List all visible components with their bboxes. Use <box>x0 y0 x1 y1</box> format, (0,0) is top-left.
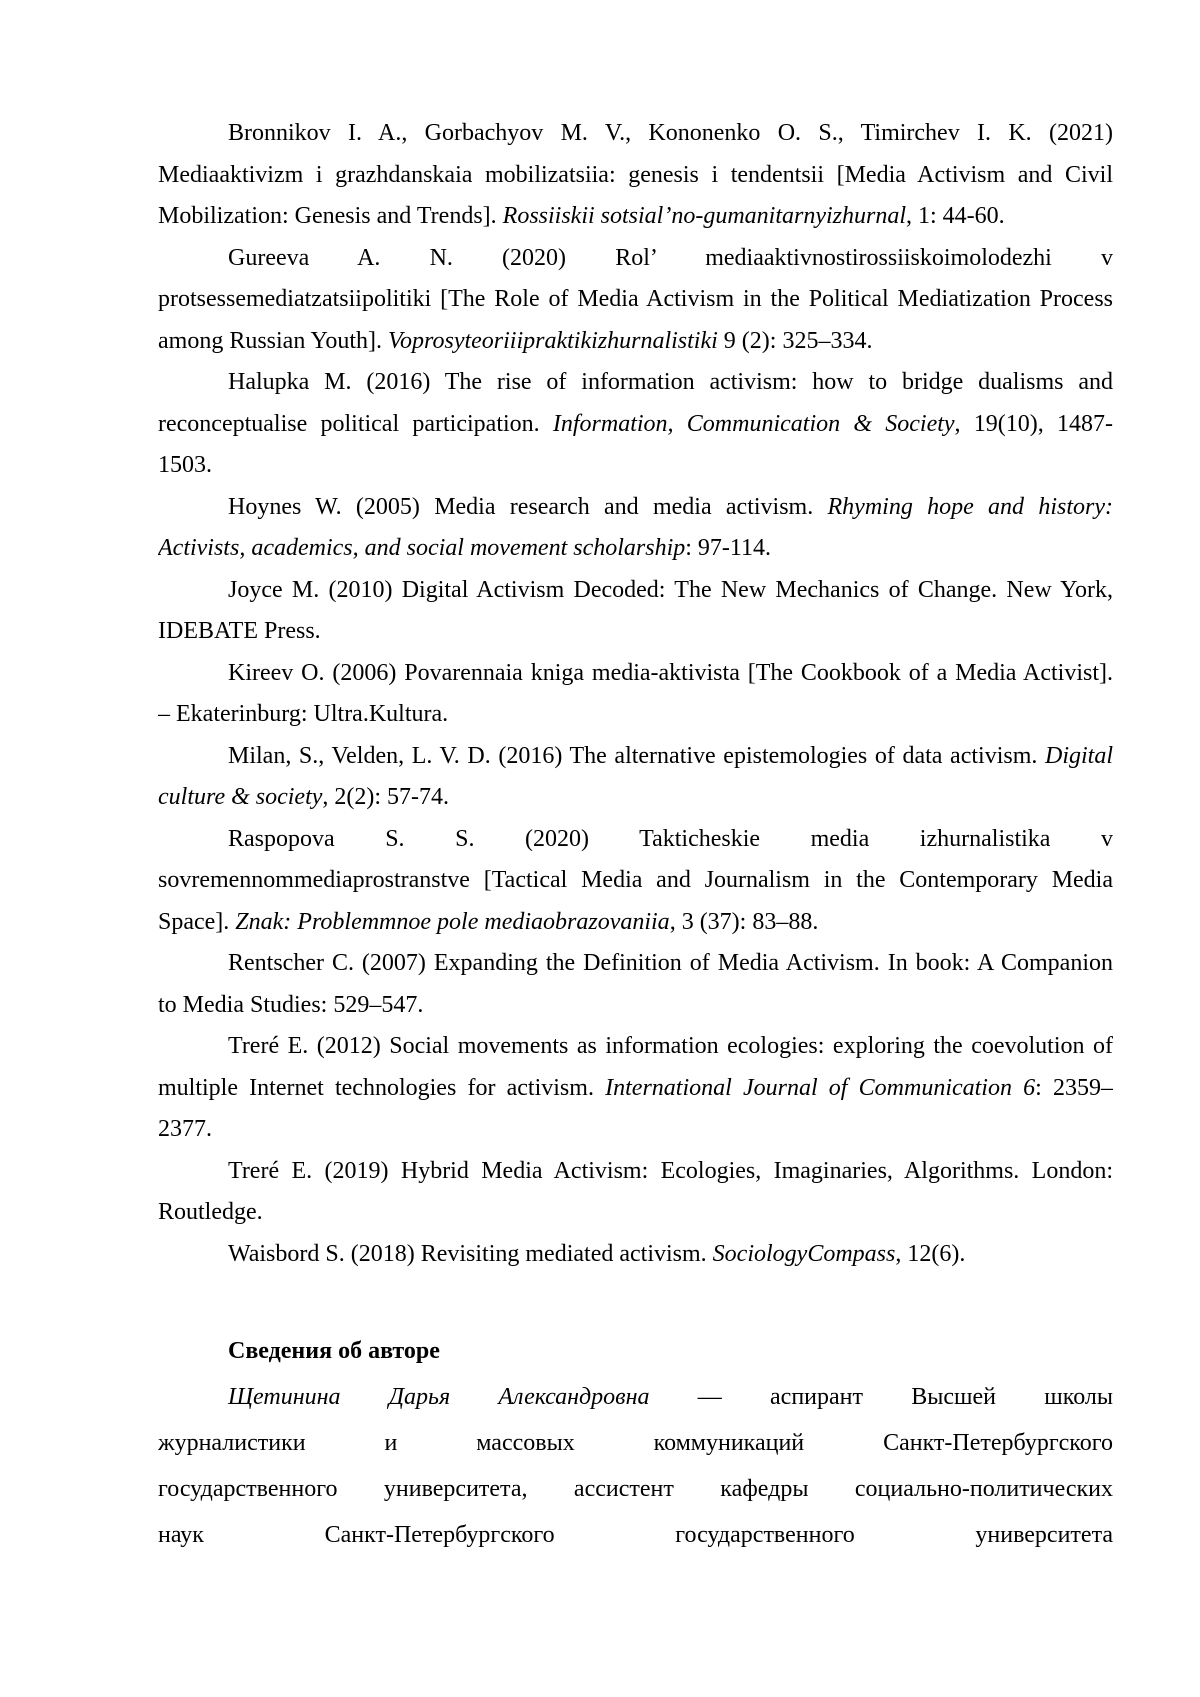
references-section <box>158 113 1113 1275</box>
text-segment: : 97-114. <box>685 535 772 561</box>
italic-text-segment: Znak: Problemmnoe pole mediaobrazovaniia <box>235 908 670 935</box>
italic-text-segment: SociologyCompass <box>712 1240 896 1267</box>
text-segment: Waisbord S. (2018) Revisiting mediated activism. <box>228 1240 713 1267</box>
text-line <box>158 943 1113 985</box>
text-line <box>158 902 1113 944</box>
text-segment: to Media Studies: 529–547. <box>158 991 424 1018</box>
text-line <box>158 528 1113 570</box>
text-line <box>158 1512 1113 1558</box>
text-segment: Halupka M. (2016) The rise of information activism: how to bridge dualisms and <box>228 369 1113 395</box>
text-line <box>158 736 1113 778</box>
text-line <box>158 611 1113 653</box>
text-line <box>158 321 1113 363</box>
author-bio-paragraph <box>158 1374 1113 1558</box>
text-segment: Gureeva A. N. (2020) Rol’ mediaaktivnostirossiiskoimolodezhi v <box>228 244 1113 271</box>
text-segment: Space]. <box>158 908 236 935</box>
reference-entry <box>158 570 1113 653</box>
text-segment: , 3 (37): 83–88. <box>669 908 819 935</box>
text-segment: among Russian Youth]. <box>158 327 389 354</box>
text-segment: наук Санкт-Петербургского государственного университета <box>158 1522 1113 1548</box>
italic-text-segment: Activists, academics, and social movement scholarship <box>158 535 686 561</box>
text-segment: Hoynes W. (2005) Media research and media activism. <box>228 493 828 520</box>
text-line <box>158 279 1113 321</box>
text-line <box>158 1192 1113 1234</box>
text-segment: Mobilization: Genesis and Trends]. <box>158 203 503 229</box>
italic-text-segment: Rhyming hope and history: <box>827 493 1113 520</box>
reference-entry <box>158 238 1113 363</box>
text-line <box>158 1068 1113 1110</box>
text-segment: — аспирант Высшей школы <box>649 1384 1113 1410</box>
italic-text-segment: Digital <box>1044 742 1113 769</box>
reference-entry <box>158 943 1113 1026</box>
text-line <box>158 238 1113 280</box>
italic-text-segment: Information, Communication & Society <box>552 410 955 437</box>
text-segment: Bronnikov I. A., Gorbachyov M. V., Kononenko O. S., Timirchev I. K. (2021) <box>228 120 1113 146</box>
text-segment: 2377. <box>158 1116 212 1142</box>
text-line <box>158 694 1113 736</box>
text-segment: 9 (2): 325–334. <box>717 327 873 354</box>
italic-text-segment: Rossiiskii sotsial’no-gumanitarnyizhurnal <box>502 203 907 229</box>
text-segment: – Ekaterinburg: Ultra.Kultura. <box>158 701 449 727</box>
text-segment: Raspopova S. S. (2020) Takticheskie media izhurnalistika v <box>228 825 1113 852</box>
text-segment: protsessemediatzatsiipolitiki [The Role of Media Activism in the Political Mediatization Process <box>158 286 1113 312</box>
italic-text-segment: culture & society <box>158 784 323 810</box>
text-segment: : 2359– <box>1035 1074 1113 1101</box>
text-segment: , 2(2): 57-74. <box>322 784 450 810</box>
author-section-heading: Сведения об авторе <box>228 1338 440 1364</box>
text-line <box>158 362 1113 404</box>
text-segment: , 19(10), 1487- <box>954 410 1113 437</box>
text-segment: sovremennommediaprostranstve [Tactical Media and Journalism in the Contemporary Media <box>158 867 1113 893</box>
text-line <box>158 113 1113 155</box>
text-line <box>158 196 1113 238</box>
text-line <box>158 1234 1113 1276</box>
reference-entry <box>158 1026 1113 1151</box>
text-line <box>158 445 1113 487</box>
text-line <box>158 404 1113 446</box>
text-line <box>158 860 1113 902</box>
text-line <box>158 570 1113 612</box>
reference-entry <box>158 819 1113 944</box>
text-segment: Treré E. (2019) Hybrid Media Activism: Ecologies, Imaginaries, Algorithms. London: <box>228 1157 1113 1184</box>
text-line <box>158 1109 1113 1151</box>
text-line <box>158 985 1113 1027</box>
reference-entry <box>158 487 1113 570</box>
text-segment: multiple Internet technologies for activism. <box>158 1074 606 1101</box>
text-line <box>158 1026 1113 1068</box>
reference-entry <box>158 113 1113 238</box>
text-segment: журналистики и массовых коммуникаций Санкт-Петербургского <box>158 1430 1113 1456</box>
text-line <box>158 819 1113 861</box>
text-line <box>158 1151 1113 1193</box>
text-line <box>158 1420 1113 1466</box>
reference-entry <box>158 653 1113 736</box>
author-bio-section <box>158 1374 1113 1558</box>
text-line <box>158 155 1113 197</box>
reference-entry <box>158 362 1113 487</box>
text-segment: Routledge. <box>158 1199 263 1225</box>
text-segment: Mediaaktivizm i grazhdanskaia mobilizatsiia: genesis i tendentsii [Media Activism and Civil <box>158 161 1113 188</box>
text-segment: государственного университета, ассистент кафедры социально-политических <box>158 1476 1113 1502</box>
text-segment: Joyce M. (2010) Digital Activism Decoded: The New Mechanics of Change. New York, <box>228 576 1113 603</box>
text-segment: IDEBATE Press. <box>158 618 321 644</box>
italic-text-segment: Voprosyteoriiipraktikizhurnalistiki <box>388 327 718 354</box>
text-line <box>158 1374 1113 1420</box>
text-segment: , 1: 44-60. <box>906 203 1005 229</box>
reference-entry <box>158 1151 1113 1234</box>
text-line <box>158 1466 1113 1512</box>
text-line <box>158 777 1113 819</box>
reference-entry <box>158 736 1113 819</box>
text-line <box>158 487 1113 529</box>
text-line <box>158 653 1113 695</box>
reference-entry <box>158 1234 1113 1276</box>
text-segment: Treré E. (2012) Social movements as information ecologies: exploring the coevolution of <box>228 1033 1113 1059</box>
italic-text-segment: International Journal of Communication 6 <box>605 1074 1036 1101</box>
text-segment: Rentscher C. (2007) Expanding the Definition of Media Activism. In book: A Companion <box>228 950 1113 976</box>
text-segment: 1503. <box>158 452 212 478</box>
text-segment: Kireev O. (2006) Povarennaia kniga media-aktivista [The Cookbook of a Media Activist]. <box>228 659 1113 686</box>
italic-text-segment: Щетинина Дарья Александровна <box>228 1384 650 1410</box>
text-segment: reconceptualise political participation. <box>158 410 553 437</box>
text-segment: , 12(6). <box>895 1240 966 1267</box>
text-segment: Milan, S., Velden, L. V. D. (2016) The alternative epistemologies of data activism. <box>228 742 1045 769</box>
